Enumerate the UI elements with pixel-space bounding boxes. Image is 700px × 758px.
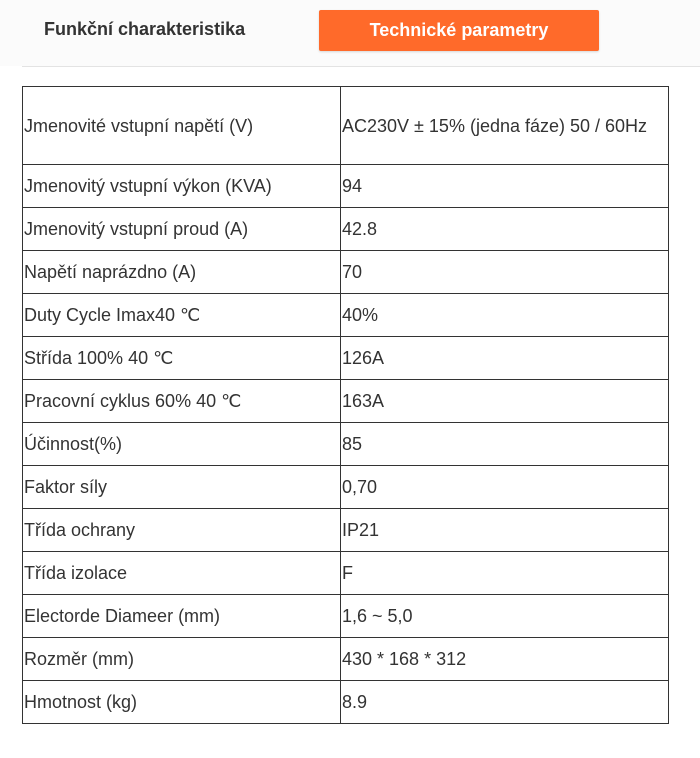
table-row bbox=[23, 638, 669, 681]
param-label: Faktor síly bbox=[23, 466, 341, 509]
param-value: 42.8 bbox=[341, 208, 669, 251]
param-value: 430 * 168 * 312 bbox=[341, 638, 669, 681]
param-label: Electorde Diameer (mm) bbox=[23, 595, 341, 638]
param-label: Jmenovitý vstupní proud (A) bbox=[23, 208, 341, 251]
table-row bbox=[23, 337, 669, 380]
param-value: 1,6 ~ 5,0 bbox=[341, 595, 669, 638]
param-label: Střída 100% 40 ℃ bbox=[23, 337, 341, 380]
technical-parameters-table bbox=[22, 86, 669, 724]
param-label: Pracovní cyklus 60% 40 ℃ bbox=[23, 380, 341, 423]
param-label: Hmotnost (kg) bbox=[23, 681, 341, 724]
param-value: 85 bbox=[341, 423, 669, 466]
param-label: Třída izolace bbox=[23, 552, 341, 595]
tab-functional-characteristics[interactable]: Funkční charakteristika bbox=[44, 19, 246, 39]
param-label: Rozměr (mm) bbox=[23, 638, 341, 681]
param-value: 70 bbox=[341, 251, 669, 294]
table-row bbox=[23, 681, 669, 724]
param-value: 126A bbox=[341, 337, 669, 380]
tab-technical-parameters[interactable]: Technické parametry bbox=[319, 10, 599, 51]
param-value: 40% bbox=[341, 294, 669, 337]
table-row bbox=[23, 380, 669, 423]
tab-bar bbox=[0, 0, 700, 66]
param-value: AC230V ± 15% (jedna fáze) 50 / 60Hz bbox=[341, 87, 669, 165]
param-value: 94 bbox=[341, 165, 669, 208]
table-row bbox=[23, 294, 669, 337]
param-label: Jmenovitý vstupní výkon (KVA) bbox=[23, 165, 341, 208]
param-value: 0,70 bbox=[341, 466, 669, 509]
param-value: F bbox=[341, 552, 669, 595]
param-value: IP21 bbox=[341, 509, 669, 552]
table-row bbox=[23, 423, 669, 466]
table-row bbox=[23, 552, 669, 595]
param-label: Třída ochrany bbox=[23, 509, 341, 552]
table-row bbox=[23, 87, 669, 165]
param-label: Účinnost(%) bbox=[23, 423, 341, 466]
param-value: 163A bbox=[341, 380, 669, 423]
table-row bbox=[23, 208, 669, 251]
table-row bbox=[23, 251, 669, 294]
table-row bbox=[23, 509, 669, 552]
param-label: Jmenovité vstupní napětí (V) bbox=[23, 87, 341, 165]
param-label: Napětí naprázdno (A) bbox=[23, 251, 341, 294]
tab-divider bbox=[22, 66, 700, 67]
table-row bbox=[23, 595, 669, 638]
table-row bbox=[23, 165, 669, 208]
param-value: 8.9 bbox=[341, 681, 669, 724]
param-label: Duty Cycle Imax40 ℃ bbox=[23, 294, 341, 337]
table-row bbox=[23, 466, 669, 509]
